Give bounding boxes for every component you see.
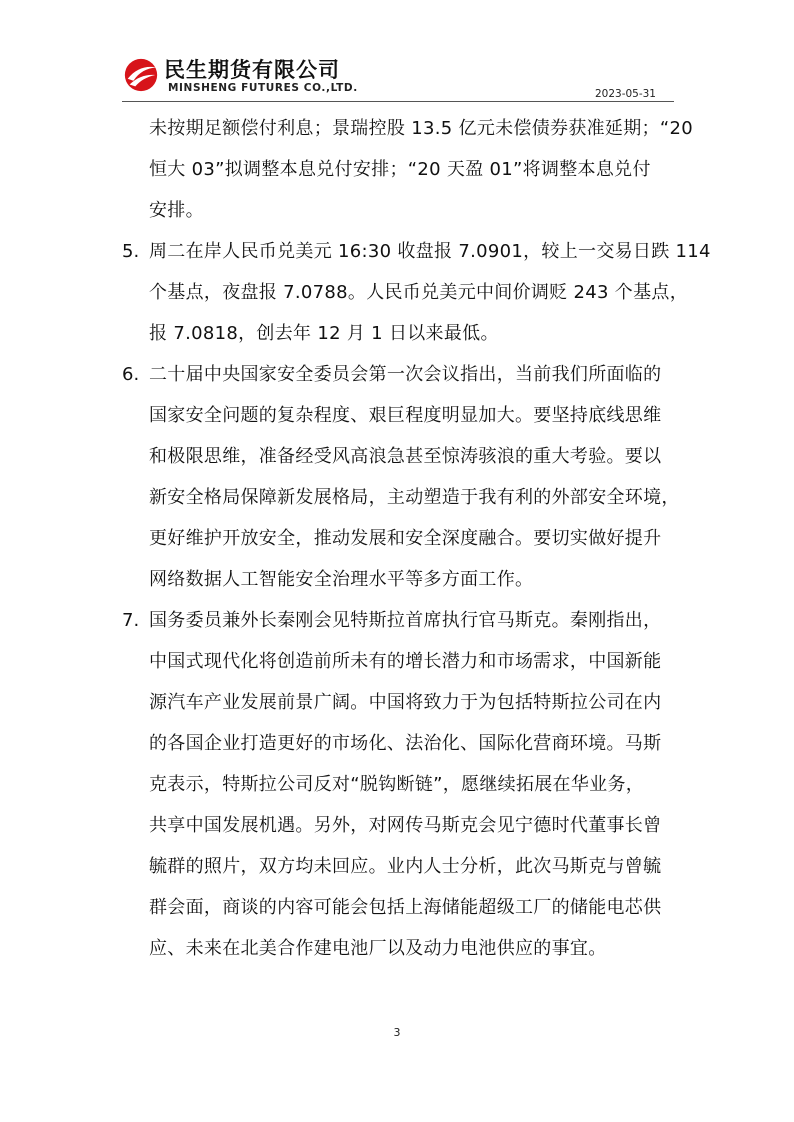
text-line: 的各国企业打造更好的市场化、法治化、国际化营商环境。马斯: [149, 733, 662, 754]
header-divider: [122, 101, 674, 102]
text-line: 安排。: [149, 200, 204, 221]
text-line: 更好维护开放安全，推动发展和安全深度融合。要切实做好提升: [149, 528, 662, 549]
text-line: 应、未来在北美合作建电池厂以及动力电池供应的事宜。: [149, 938, 607, 959]
page-header: [122, 52, 674, 102]
text-line: 中国式现代化将创造前所未有的增长潜力和市场需求，中国新能: [149, 651, 662, 672]
text-line: 个基点，夜盘报 7.0788。人民币兑美元中间价调贬 243 个基点，: [149, 282, 689, 303]
text-line: 克表示，特斯拉公司反对“脱钩断链”，愿继续拓展在华业务，: [149, 774, 645, 795]
text-line: 和极限思维，准备经受风高浪急甚至惊涛骇浪的重大考验。要以: [149, 446, 662, 467]
text-line: 周二在岸人民币兑美元 16:30 收盘报 7.0901，较上一交易日跌 114: [149, 241, 711, 262]
text-line: 报 7.0818，创去年 12 月 1 日以来最低。: [149, 323, 499, 344]
continued-paragraph: [122, 108, 693, 231]
list-item-7: [122, 600, 674, 969]
report-date: 2023-05-31: [594, 88, 656, 100]
list-item-5: [122, 231, 711, 354]
text-line: 毓群的照片，双方均未回应。业内人士分析，此次马斯克与曾毓: [149, 856, 662, 877]
page-number: 3: [393, 1026, 401, 1039]
text-line: 国务委员兼外长秦刚会见特斯拉首席执行官马斯克。秦刚指出，: [149, 610, 662, 631]
item-number: 6.: [122, 364, 140, 385]
item-number: 5.: [122, 241, 140, 262]
minsheng-logo-icon: [122, 56, 160, 94]
text-line: 二十届中央国家安全委员会第一次会议指出，当前我们所面临的: [149, 364, 662, 385]
text-line: 共享中国发展机遇。另外，对网传马斯克会见宁德时代董事长曾: [149, 815, 662, 836]
text-line: 网络数据人工智能安全治理水平等多方面工作。: [149, 569, 534, 590]
company-name-en: MINSHENG FUTURES CO.,LTD.: [168, 82, 358, 94]
text-line: 国家安全问题的复杂程度、艰巨程度明显加大。要坚持底线思维: [149, 405, 662, 426]
text-line: 恒大 03”拟调整本息兑付安排；“20 天盈 01”将调整本息兑付: [149, 159, 651, 180]
list-item-6: [122, 354, 680, 600]
text-line: 源汽车产业发展前景广阔。中国将致力于为包括特斯拉公司在内: [149, 692, 662, 713]
item-number: 7.: [122, 610, 140, 631]
company-name-cn: 民生期货有限公司: [164, 58, 340, 82]
text-line: 群会面，商谈的内容可能会包括上海储能超级工厂的储能电芯供: [149, 897, 662, 918]
document-body: [122, 108, 711, 969]
text-line: 未按期足额偿付利息；景瑞控股 13.5 亿元未偿债券获准延期；“20: [149, 118, 693, 139]
text-line: 新安全格局保障新发展格局，主动塑造于我有利的外部安全环境，: [149, 487, 680, 508]
